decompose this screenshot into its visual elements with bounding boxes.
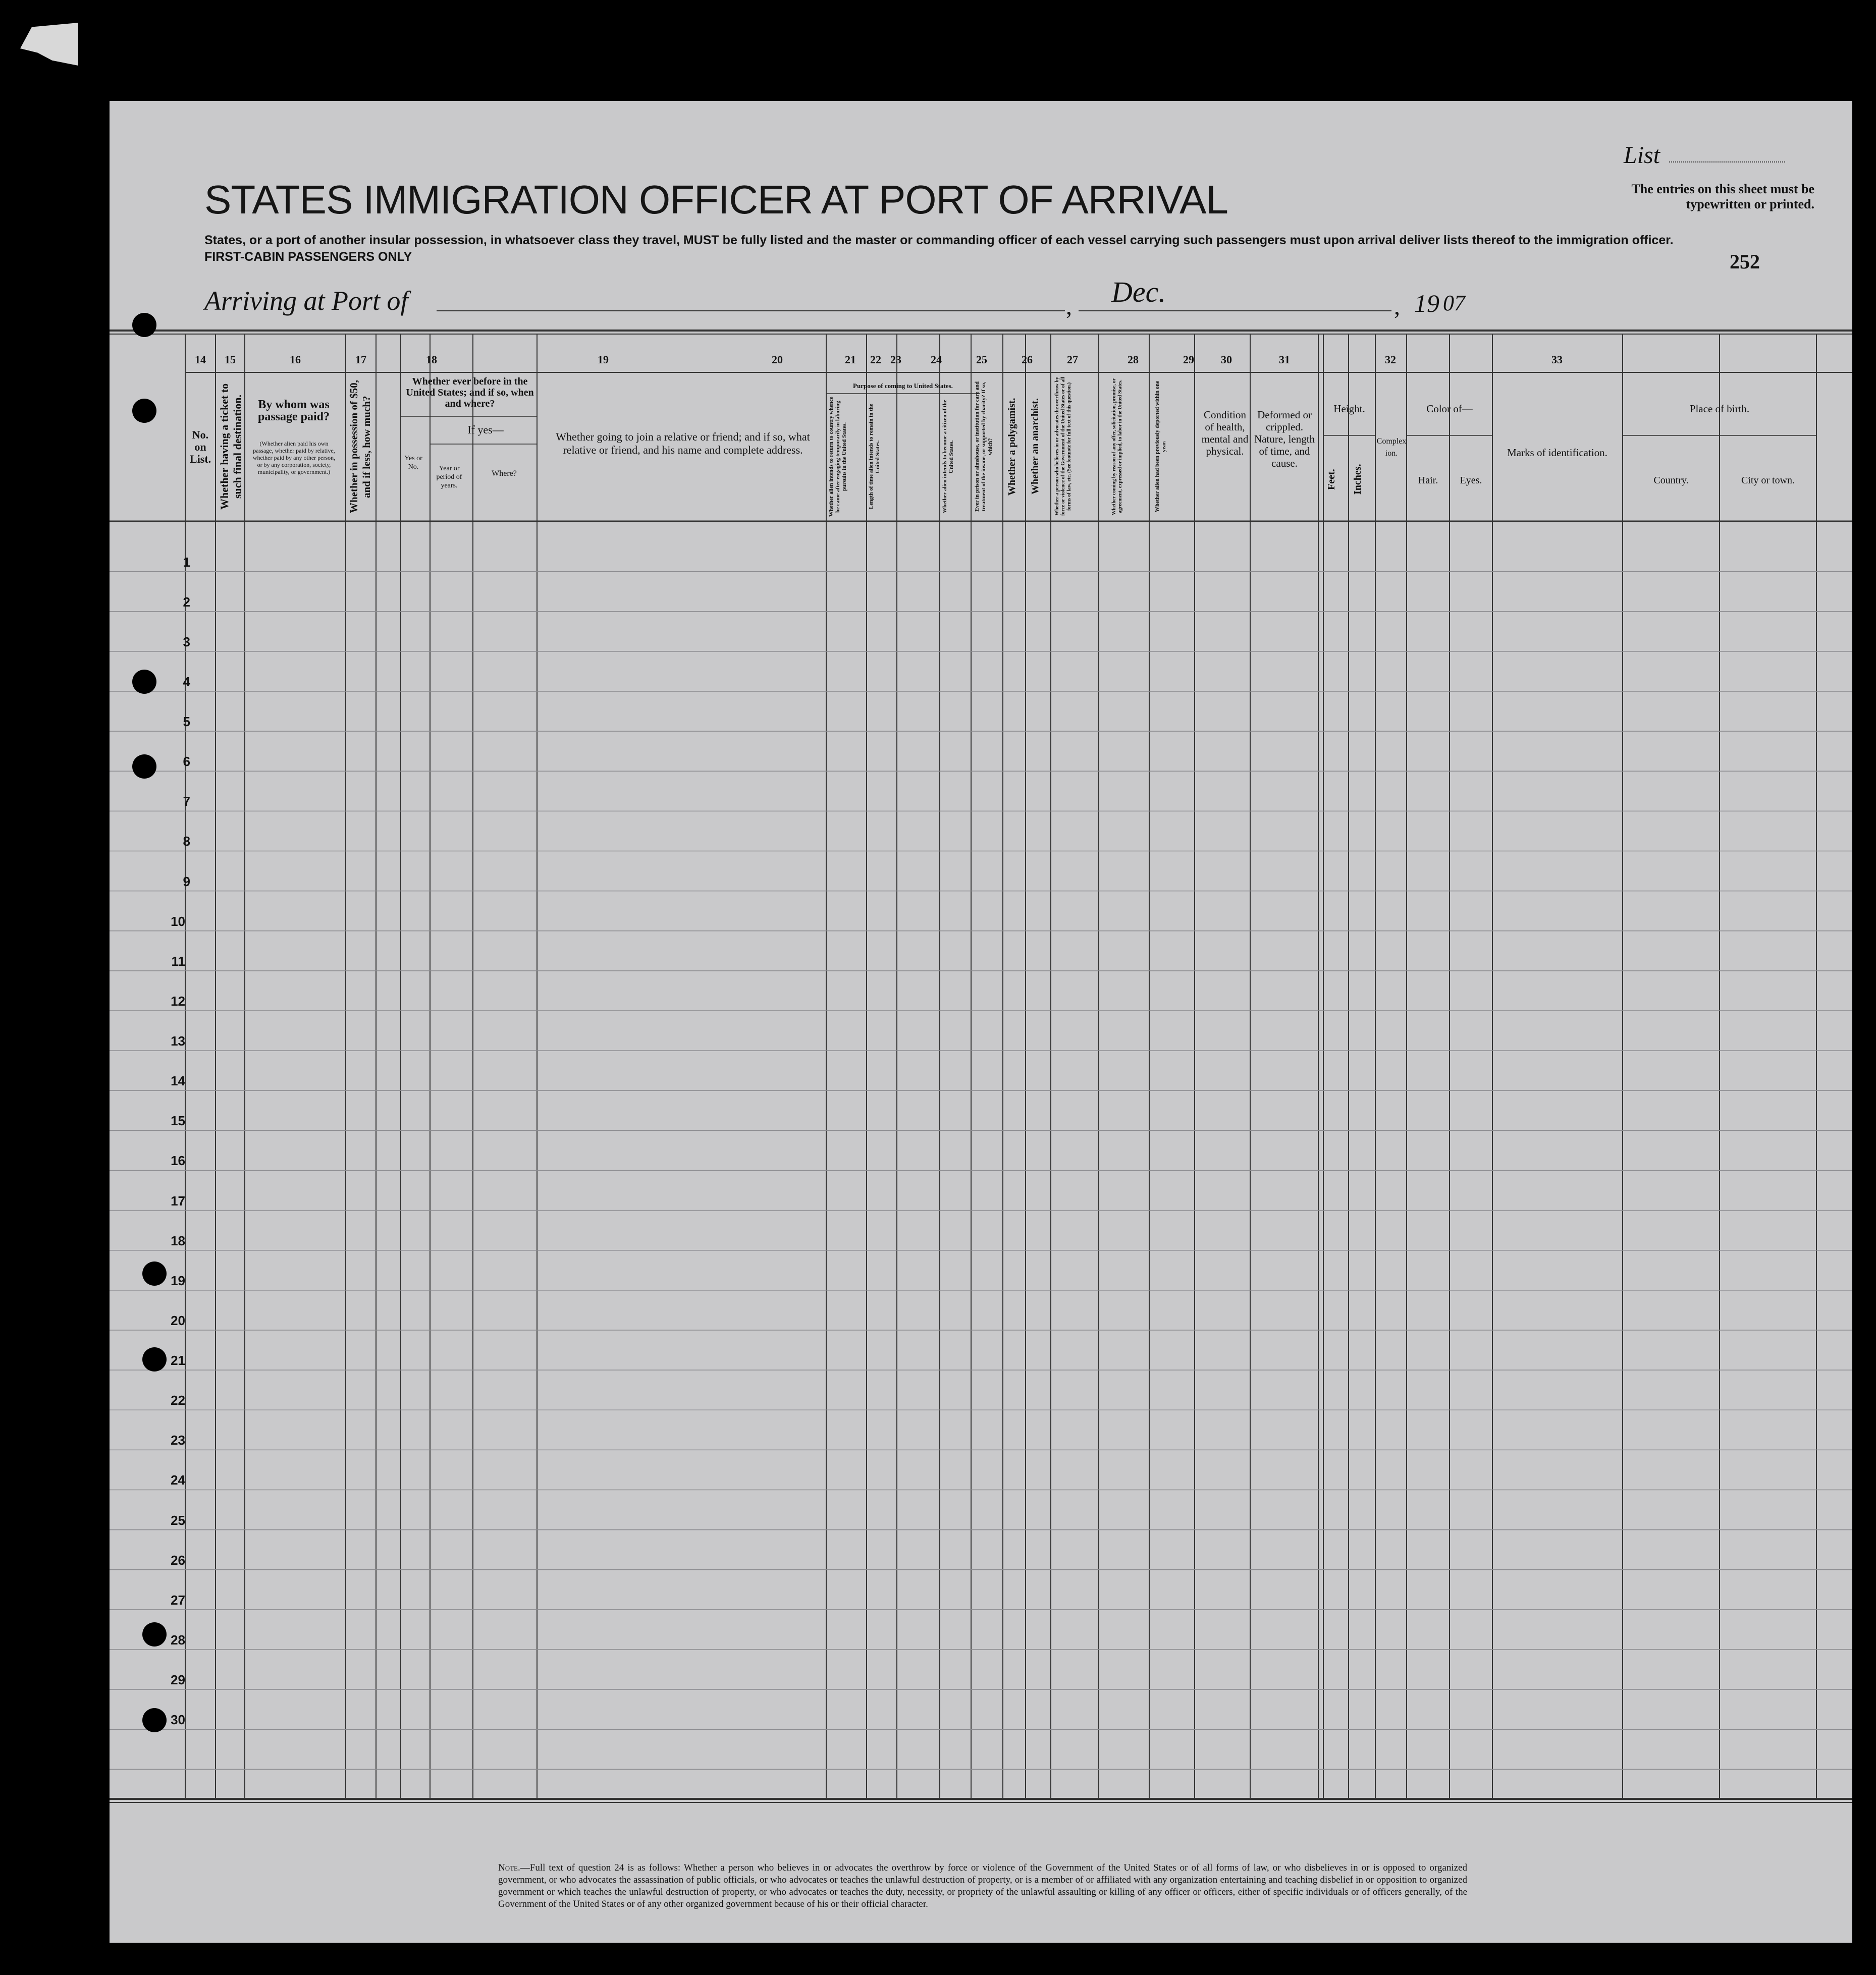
row-number: 21 (171, 1353, 185, 1368)
header-deported: Whether alien had been previously deported within one year. (1154, 380, 1167, 513)
header-prison: Ever in prison or almshouse, or institution for care and treatment of the insane, or supported by charity? If so, which? (974, 381, 993, 512)
row-number: 14 (171, 1073, 185, 1089)
header-inches: Inches. (1352, 464, 1363, 495)
header-become-citizen: Whether alien intends to become a citizen of the United States. (942, 400, 954, 514)
handwritten-month: Dec. (1111, 276, 1166, 308)
col-num-24: 24 (931, 353, 942, 366)
header-anarchist: Whether an anarchist. (1030, 398, 1041, 495)
row-number: 28 (171, 1632, 185, 1648)
header-marks: Marks of identification. (1507, 447, 1607, 459)
punch-hole (132, 754, 156, 779)
header-ticket: Whether having a ticket to such final destination. (218, 383, 244, 510)
header-yes-no: Yes or No. (404, 455, 422, 471)
col-num-16: 16 (290, 353, 301, 366)
header-relative-friend: Whether going to join a relative or friend; and if so, what relative or friend, and his name and complete address. (556, 430, 810, 456)
comma-2: , (1394, 293, 1400, 320)
col-num-17: 17 (355, 353, 366, 366)
header-labor-offer: Whether coming by reason of any offer, solicitation, promise, or agreement, expressed or implied, to labor in the United States. (1111, 378, 1123, 515)
header-color-of: Color of— (1426, 403, 1473, 415)
col-num-26: 26 (1022, 353, 1033, 366)
col-num-23: 23 (890, 353, 901, 366)
manifest-sheet (110, 101, 1852, 1943)
instruction-text: States, or a port of another insular possession, in whatsoever class they travel, MUST be fully listed and the master or commanding officer of each vessel carrying such passengers must upon arrival deliver lists thereof to the immigration officer. (204, 233, 1674, 247)
punch-hole (142, 1347, 167, 1371)
handwritten-year: 07 (1443, 291, 1465, 315)
row-number: 2 (183, 594, 190, 610)
row-number: 17 (171, 1193, 185, 1209)
list-label: List (1624, 142, 1660, 169)
col-num-28: 28 (1128, 353, 1139, 366)
header-deformed: Deformed or crippled. Nature, length of time, and cause. (1254, 409, 1315, 469)
header-place-of-birth: Place of birth. (1689, 403, 1750, 415)
punch-hole (132, 399, 156, 423)
entries-note: The entries on this sheet must be typewritten or printed. (1631, 182, 1814, 211)
header-where: Where? (492, 469, 517, 478)
header-polygamist: Whether a polygamist. (1006, 398, 1017, 496)
page-title: STATES IMMIGRATION OFFICER AT PORT OF ARRIVAL (204, 177, 1228, 222)
punch-hole (132, 670, 156, 694)
header-passage-paid: By whom was passage paid? (257, 398, 330, 423)
header-purpose: Purpose of coming to United States. (853, 382, 953, 390)
col-num-21: 21 (845, 353, 856, 366)
header-if-yes: If yes— (467, 423, 504, 436)
row-number: 4 (183, 674, 190, 689)
col-num-32: 32 (1385, 353, 1396, 366)
punch-hole (142, 1622, 167, 1647)
row-number: 10 (171, 913, 185, 929)
row-number: 13 (171, 1033, 185, 1049)
row-number: 25 (171, 1512, 185, 1528)
header-passage-note: (Whether alien paid his own passage, whether paid by relative, whether paid by any other person, or by any corporation, society, municipality, or government.) (252, 440, 336, 475)
header-fifty-dollars: Whether in possession of $50, and if less, how much? (348, 380, 372, 514)
row-number: 11 (171, 953, 185, 969)
col-num-19: 19 (598, 353, 609, 366)
header-return-country: Whether alien intends to return to country whence he came after engaging temporarily in laboring pursuits in the United States. (828, 397, 847, 517)
class-label: FIRST-CABIN PASSENGERS ONLY (204, 250, 412, 264)
punch-hole (132, 313, 156, 337)
row-number: 7 (183, 794, 190, 809)
row-number: 15 (171, 1113, 185, 1129)
row-number: 29 (171, 1672, 185, 1688)
header-country: Country. (1653, 475, 1689, 486)
row-number: 1 (183, 554, 190, 570)
col-num-25: 25 (976, 353, 987, 366)
row-number: 24 (171, 1472, 185, 1488)
col-num-18: 18 (426, 353, 437, 366)
year-prefix: 19 (1414, 289, 1439, 317)
header-before-in-us: Whether ever before in the United States; and if so, when and where? (406, 376, 534, 409)
header-complexion: Complexion. (1376, 437, 1407, 458)
page-number: 252 (1730, 250, 1760, 273)
row-number: 6 (183, 754, 190, 770)
header-city: City or town. (1741, 475, 1795, 486)
col-num-20: 20 (772, 353, 783, 366)
col-num-22: 22 (870, 353, 881, 366)
row-number: 8 (183, 834, 190, 849)
row-number: 26 (171, 1552, 185, 1568)
col-num-33: 33 (1551, 353, 1563, 366)
header-hair: Hair. (1418, 475, 1438, 486)
col-num-29: 29 (1183, 353, 1194, 366)
row-number: 30 (171, 1712, 185, 1728)
col-num-27: 27 (1067, 353, 1078, 366)
header-length-of-time: Length of time alien intends to remain in the United States. (868, 404, 881, 510)
header-height: Height. (1333, 403, 1365, 415)
row-number: 9 (183, 873, 190, 889)
row-number: 22 (171, 1393, 185, 1408)
punch-hole (142, 1261, 167, 1286)
footer-note (498, 1862, 1467, 1910)
punch-hole (142, 1708, 167, 1732)
row-number: 27 (171, 1592, 185, 1608)
footer-note-label: Note. (498, 1862, 520, 1873)
row-number: 3 (183, 634, 190, 649)
col-num-31: 31 (1279, 353, 1290, 366)
row-number: 5 (183, 714, 190, 730)
row-number: 23 (171, 1433, 185, 1448)
col-num-30: 30 (1221, 353, 1232, 366)
header-condition-health: Condition of health, mental and physical. (1201, 409, 1249, 457)
row-number: 16 (171, 1153, 185, 1169)
row-number: 12 (171, 993, 185, 1009)
header-year: Year or period of years. (436, 465, 462, 489)
header-eyes: Eyes. (1460, 475, 1482, 486)
col-num-14: 14 (195, 353, 206, 366)
header-no-on-list: No. on List. (189, 428, 211, 465)
comma-1: , (1066, 293, 1072, 320)
row-number: 20 (171, 1312, 185, 1328)
col-num-15: 15 (225, 353, 236, 366)
arriving-label: Arriving at Port of (204, 286, 408, 316)
header-feet: Feet. (1326, 469, 1337, 490)
header-overthrow: Whether a person who believes in or advocates the overthrow by force or violence of the Government of the United States or of all forms of law, etc. (See footnote for full text of this question.) (1054, 377, 1072, 516)
row-number: 18 (171, 1233, 185, 1248)
footer-note-text: —Full text of question 24 is as follows: Whether a person who believes in or advocates the overthrow by force or violence of the Government of the United States or of all forms of law, or who disbelieves in or is opposed to organized government, or who advocates the assassination of public officials, or who advocates or teaches the unlawful destruction of property, or is a member of or affiliated with any organization entertaining and teaching disbelief in or opposition to organized government or which teaches the unlawful destruction of property, or who advocates or teaches the duty, necessity, or propriety of the unlawful assaulting or killing of any officer or officers, either of specific individuals or of officers generally, of the Government of the United States or of any other organized government because of his or their official character. (498, 1862, 1467, 1909)
torn-corner (20, 23, 78, 66)
row-number: 19 (171, 1273, 185, 1288)
